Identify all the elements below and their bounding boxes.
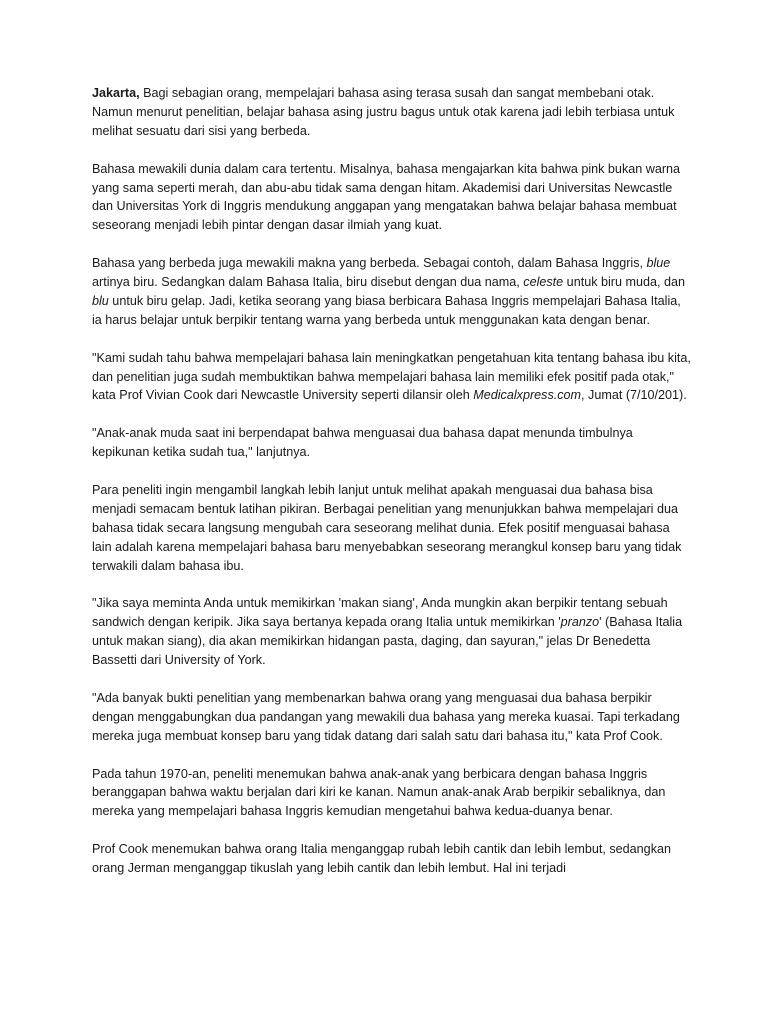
paragraph-5 [92,424,692,462]
paragraph-9 [92,765,692,822]
term-blue: blue [646,256,671,271]
paragraph-2 [92,160,692,236]
paragraph-text: , Jumat (7/10/201). [581,388,687,403]
paragraph-text: "Jika saya meminta Anda untuk memikirkan 'makan siang', Anda mungkin akan berpikir tentang sebuah sandwich dengan keripik. Jika saya bertanya kepada orang Italia untuk memikirkan ' [92,596,668,630]
paragraph-text: Pada tahun 1970-an, peneliti menemukan bahwa anak-anak yang berbicara dengan bahasa Inggris beranggapan bahwa waktu berjalan dari kiri ke kanan. Namun anak-anak Arab berpikir sebaliknya, dan mereka yang mempelajari bahasa Inggris kemudian mengetahui bahwa kedua-duanya benar. [92,766,666,819]
paragraph-4 [92,349,692,406]
paragraph-text: untuk biru gelap. Jadi, ketika seorang yang biasa berbicara Bahasa Inggris mempelajari Bahasa Italia, ia harus belajar untuk berpikir tentang warna yang berbeda untuk menggunakan kata dengan benar. [92,293,681,327]
dateline: Jakarta, [92,86,140,100]
term-celeste: celeste [523,275,564,290]
term-pranzo: pranzo [560,615,600,630]
paragraph-10 [92,840,692,878]
paragraph-7 [92,594,692,670]
paragraph-text: untuk biru muda, dan [563,275,686,290]
paragraph-text: Bagi sebagian orang, mempelajari bahasa asing terasa susah dan sangat membebani otak. Namun menurut penelitian, belajar bahasa asing justru bagus untuk otak karena jadi lebih terbiasa untuk melihat sesuatu dari sisi yang berbeda. [92,86,675,138]
paragraph-8 [92,689,692,746]
paragraph-text: Bahasa mewakili dunia dalam cara tertentu. Misalnya, bahasa mengajarkan kita bahwa pink bukan warna yang sama seperti merah, dan abu-abu tidak sama dengan hitam. Akademisi dari Universitas Newcastle dan Universitas York di Inggris mendukung anggapan yang mengatakan bahwa belajar bahasa membuat seseorang menjadi lebih pintar dengan dasar ilmiah yang kuat. [92,161,681,233]
paragraph-text: Bahasa yang berbeda juga mewakili makna yang berbeda. Sebagai contoh, dalam Bahasa Inggris, [92,256,647,271]
paragraph-text: artinya biru. Sedangkan dalam Bahasa Italia, biru disebut dengan dua nama, [92,275,524,290]
document-page [92,84,692,897]
paragraph-1 [92,84,692,141]
paragraph-text: Para peneliti ingin mengambil langkah lebih lanjut untuk melihat apakah menguasai dua bahasa bisa menjadi semacam bentuk latihan pikiran. Berbagai penelitian yang menunjukkan bahwa mempelajari dua bahasa tidak secara langsung mengubah cara seseorang melihat dunia. Efek positif menguasai bahasa lain adalah karena mempelajari bahasa baru menyebabkan seseorang merangkul konsep baru yang tidak terwakili dalam bahasa ibu. [92,482,682,573]
paragraph-3 [92,254,692,330]
paragraph-6 [92,481,692,576]
paragraph-text: "Anak-anak muda saat ini berpendapat bahwa menguasai dua bahasa dapat menunda timbulnya kepikunan ketika sudah tua," lanjutnya. [92,426,633,460]
term-blu: blu [92,293,109,308]
source-name: Medicalxpress.com [473,388,582,403]
paragraph-text: ' (Bahasa Italia untuk makan siang), dia akan memikirkan hidangan pasta, daging, dan sayuran," jelas Dr Benedetta Bassetti dari University of York. [92,615,683,668]
paragraph-text: "Ada banyak bukti penelitian yang membenarkan bahwa orang yang menguasai dua bahasa berpikir dengan menggabungkan dua pandangan yang mewakili dua bahasa yang mereka kuasai. Tapi terkadang mereka juga membuat konsep baru yang tidak datang dari salah satu dari bahasa itu," kata Prof Cook. [92,690,680,743]
paragraph-text: Prof Cook menemukan bahwa orang Italia menganggap rubah lebih cantik dan lebih lembut, sedangkan orang Jerman menganggap tikuslah yang lebih cantik dan lebih lembut. Hal ini terjadi [92,842,671,876]
paragraph-text: "Kami sudah tahu bahwa mempelajari bahasa lain meningkatkan pengetahuan kita tentang bahasa ibu kita, dan penelitian juga sudah membuktikan bahwa mempelajari bahasa lain memiliki efek positif pada otak," kata Prof Vivian Cook dari Newcastle University seperti dilansir oleh [92,350,691,403]
